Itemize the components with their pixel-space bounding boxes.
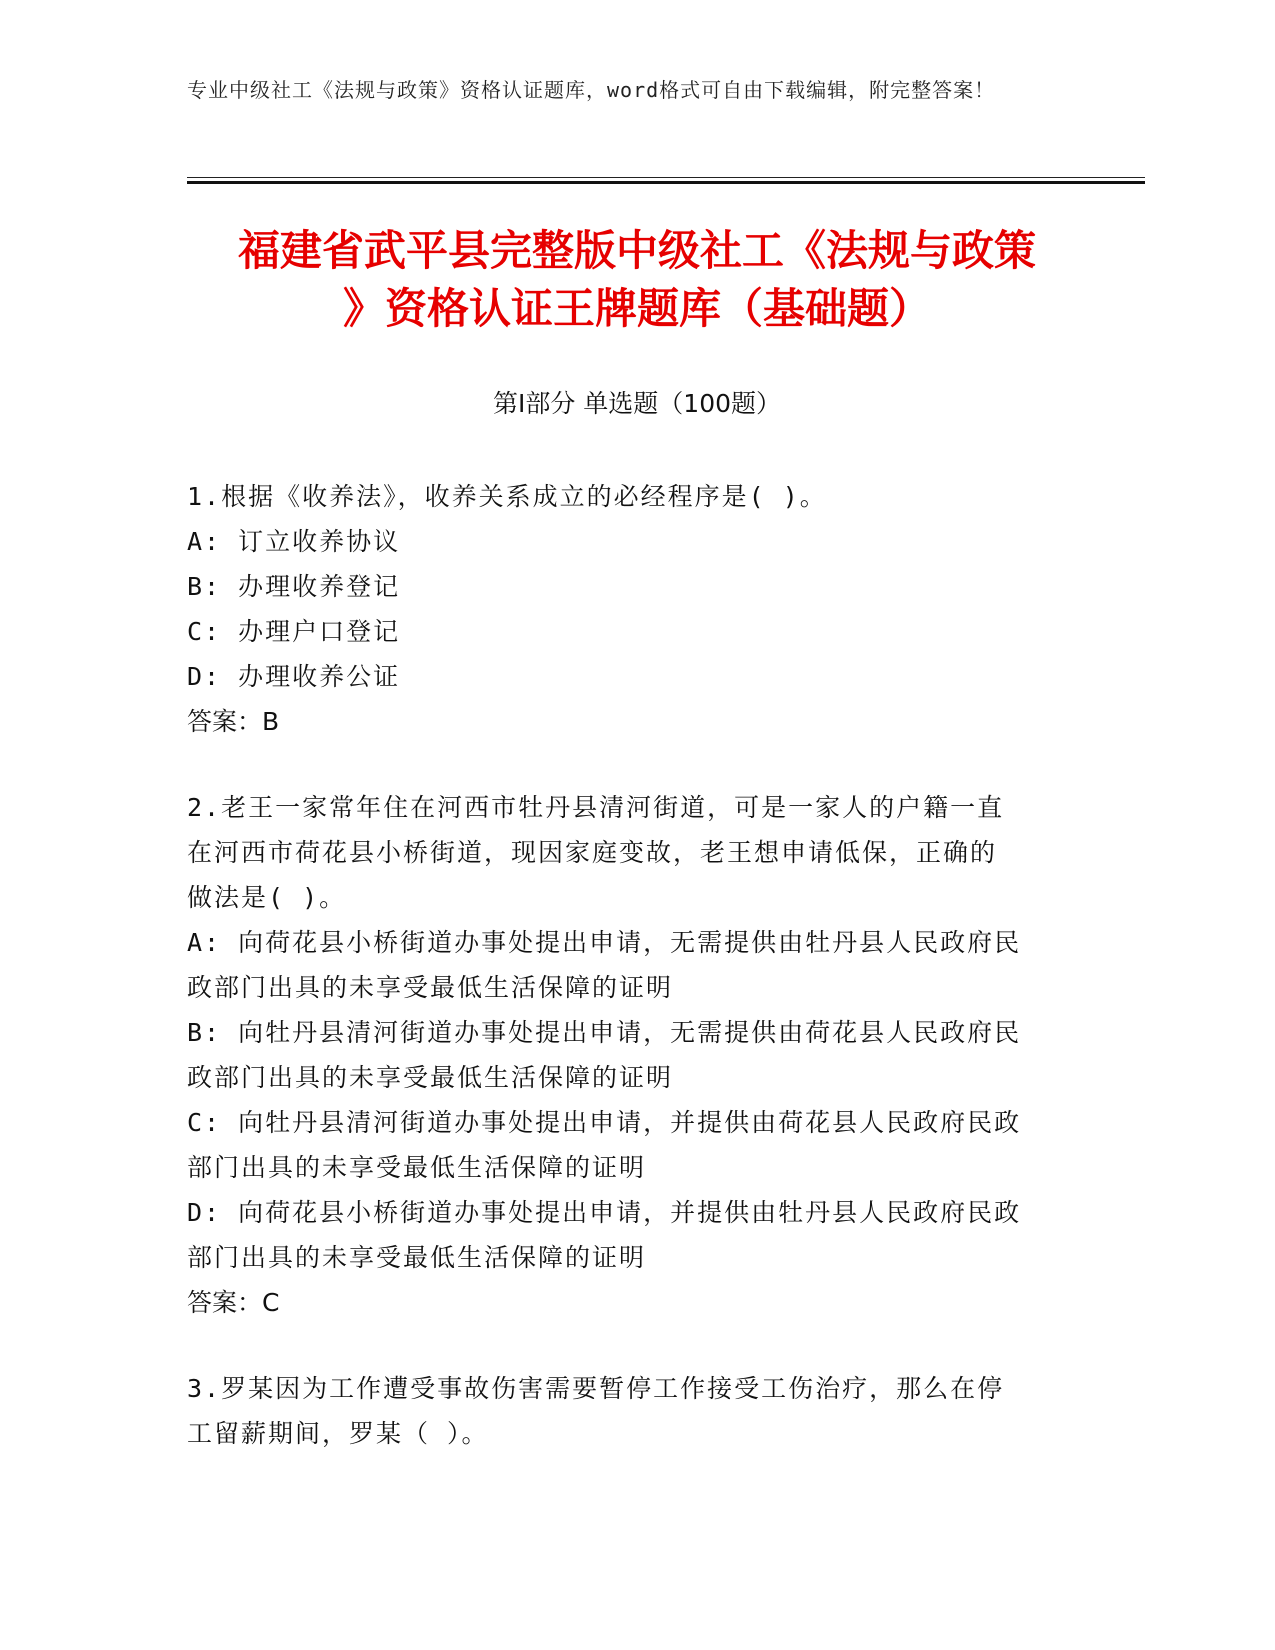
question-stem-line: 2.老王一家常年住在河西市牡丹县清河街道，可是一家人的户籍一直 xyxy=(187,793,1005,822)
document-title-line-1: 福建省武平县完整版中级社工《法规与政策 xyxy=(237,226,1036,275)
document-title xyxy=(187,222,1087,338)
option-c: C: 向牡丹县清河街道办事处提出申请，并提供由荷花县人民政府民政 xyxy=(187,1108,1022,1137)
question-stem-line: 在河西市荷花县小桥街道，现因家庭变故，老王想申请低保，正确的 xyxy=(187,838,998,867)
question-1 xyxy=(187,474,1067,744)
question-stem-line: 3.罗某因为工作遭受事故伤害需要暂停工作接受工伤治疗，那么在停 xyxy=(187,1374,1005,1403)
option-d: D: 向荷花县小桥街道办事处提出申请，并提供由牡丹县人民政府民政 xyxy=(187,1198,1022,1227)
answer-text: 答案：C xyxy=(187,1288,280,1317)
question-list xyxy=(187,474,1067,1497)
question-stem-line: 1.根据《收养法》，收养关系成立的必经程序是( )。 xyxy=(187,482,827,511)
option-d: D: 办理收养公证 xyxy=(187,662,401,691)
option-c: C: 办理户口登记 xyxy=(187,617,401,646)
answer-text: 答案：B xyxy=(187,707,280,736)
document-title-line-2: 》资格认证王牌题库（基础题） xyxy=(342,284,931,333)
option-d-continued: 部门出具的未享受最低生活保障的证明 xyxy=(187,1243,647,1272)
option-b: B: 办理收养登记 xyxy=(187,572,401,601)
option-b: B: 向牡丹县清河街道办事处提出申请，无需提供由荷花县人民政府民 xyxy=(187,1018,1022,1047)
question-stem-line: 做法是( )。 xyxy=(187,883,347,912)
option-a: A: 订立收养协议 xyxy=(187,527,401,556)
option-b-continued: 政部门出具的未享受最低生活保障的证明 xyxy=(187,1063,674,1092)
question-2 xyxy=(187,785,1067,1325)
header-note: 专业中级社工《法规与政策》资格认证题库，word格式可自由下载编辑，附完整答案！ xyxy=(187,78,996,102)
option-a-continued: 政部门出具的未享受最低生活保障的证明 xyxy=(187,973,674,1002)
question-3 xyxy=(187,1366,1067,1456)
option-c-continued: 部门出具的未享受最低生活保障的证明 xyxy=(187,1153,647,1182)
option-a: A: 向荷花县小桥街道办事处提出申请，无需提供由牡丹县人民政府民 xyxy=(187,928,1022,957)
header-divider-thin xyxy=(187,177,1145,178)
header-divider-thick xyxy=(187,181,1145,184)
section-title: 第Ⅰ部分 单选题（100题） xyxy=(492,389,782,418)
question-stem-line: 工留薪期间，罗某（ ）。 xyxy=(187,1419,489,1448)
